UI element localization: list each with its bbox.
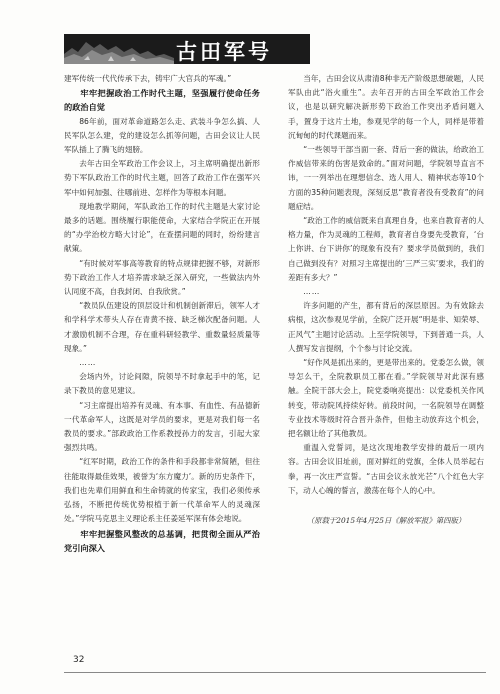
footer-rule bbox=[64, 672, 486, 673]
paragraph: …… bbox=[79, 358, 97, 368]
paragraph: “红军时期，政治工作的条件和手段都非常简陋，但往往能取得最佳效果，被誉为‘东方魔力’。新的历史条件下，我们也先辈们用鲜血和生命铸就的传家宝，我们必须传承弘扬，不断把传统优势根植于新一代革命军人的灵魂深处。”学院马克思主义理论系主任姜延军深有体会地说。 bbox=[64, 457, 260, 524]
paragraph: “习主席提出培养有灵魂、有本事、有血性、有品德新一代革命军人，这既是对学员的要求，更是对我们每一名教员的要求。”部政政治工作系教授孙力的发言，引起大家强烈共鸣。 bbox=[64, 400, 260, 453]
paragraph: 重温入党誓词，是这次现地教学安排的最后一项内容。古田会议旧址前，面对鲜红的党旗，全体人员举起右拳，再一次庄严宣誓。“古田会议永放光芒”八个红色大字下，动人心魄的誓言，激荡在每个人的心中。 bbox=[288, 443, 484, 495]
header-banner bbox=[64, 34, 310, 64]
paragraph: “有时候对军事高等教育的特点规律把握不够，对新形势下政治工作人才培养需求缺乏深入研究，一些做法内外认同度不高，自我封闭、自我欣赏。” bbox=[64, 258, 260, 297]
paragraph: “教员队伍建设的顶层设计和机制创新滞后，领军人才和学科学术带头人存在青黄不接、缺乏梯次配备问题。人才激励机制不合理，存在重科研轻教学、重数量轻质量等现象。” bbox=[64, 301, 260, 353]
paragraph: …… bbox=[303, 287, 321, 297]
left-text-column bbox=[64, 72, 260, 555]
paragraph: 现地教学期间，军队政治工作的时代主题是大家讨论最多的话题。围绕履行职能使命，大家结合学院正在开展的“办学治校方略大讨论”，在查摆问题的同时，纷纷建言献策。 bbox=[64, 201, 260, 254]
paragraph: “好作风是抓出来的，更是带出来的。党委怎么做，领导怎么干，全院教职员工都在看。”学院领导对此深有感触。全院干部大会上，院党委响亮提出：以党委机关作风转变，带动院风持续好转。前段时间，一名院领导在调整专业技术等级时符合晋升条件，但他主动放弃这个机会，把名额让给了其他教员。 bbox=[288, 358, 484, 439]
paragraph: 当年，古田会议从肃清8种非无产阶级思想破题，人民军队由此“浴火重生”。去年召开的古田全军政治工作会议，也是以研究解决新形势下政治工作突出矛盾问题入手，置身于这片土地，参观见学的每一个人，同样是带着沉甸甸的时代课题而来。 bbox=[288, 74, 484, 140]
source-note: （原载于2015年4月25日《解放军报》第四版） bbox=[306, 516, 466, 526]
page-number: 32 bbox=[73, 655, 85, 665]
paragraph: 会场内外，讨论间隙，院领导不时拿起手中的笔，记录下教员的意见建议。 bbox=[64, 372, 260, 396]
paragraph: 建军传统一代代传承下去，铸牢广大官兵的军魂。” bbox=[64, 74, 232, 83]
right-text-column bbox=[288, 72, 484, 528]
paragraph: 86年前，面对革命道路怎么走、武装斗争怎么搞、人民军队怎么建，党的建设怎么抓等问题，古田会议让人民军队插上了腾飞的翅膀。 bbox=[64, 116, 260, 155]
column-title: 古田军号 bbox=[176, 39, 272, 64]
section-heading: 牢牢把握政治工作时代主题，坚强履行使命任务的政治自觉 bbox=[64, 88, 260, 113]
paragraph: 许多问题的产生，都有背后的深层原因。为有效除去病根，这次参观见学前，全院广泛开展“明是非、知荣辱、正风气”主题讨论活动。上至学院领导，下到普通一兵，人人撰写发言提纲，个个参与讨论交流。 bbox=[288, 301, 484, 353]
mountain-silhouette-icon bbox=[64, 34, 174, 64]
paragraph: “政治工作的威信既来自真理自身，也来自教育者的人格力量，作为灵魂的工程师，教育者自身要先受教育，‘台上你讲、台下讲你’的现象有没有？要求学员做到的，我们自己做到没有？对照习主席提出的‘三严三实’要求，我们的差距有多大？” bbox=[288, 216, 484, 282]
paragraph: 去年古田全军政治工作会议上，习主席明确提出新形势下军队政治工作的时代主题，回答了政治工作在强军兴军中如何加强、往哪前进、怎样作为等根本问题。 bbox=[64, 159, 260, 197]
paragraph: “一些领导干部当面一套、背后一套的做法，给政治工作威信带来的伤害是致命的。”面对问题，学院领导直言不讳，一一列举出在理想信念、选人用人、精神状态等10个方面的35种问题表现，深刻反思“教育者没有受教育”的问题症结。 bbox=[288, 145, 484, 211]
section-heading: 牢牢把握整风整改的总基调，把贯彻全面从严治党引向深入 bbox=[64, 528, 260, 553]
